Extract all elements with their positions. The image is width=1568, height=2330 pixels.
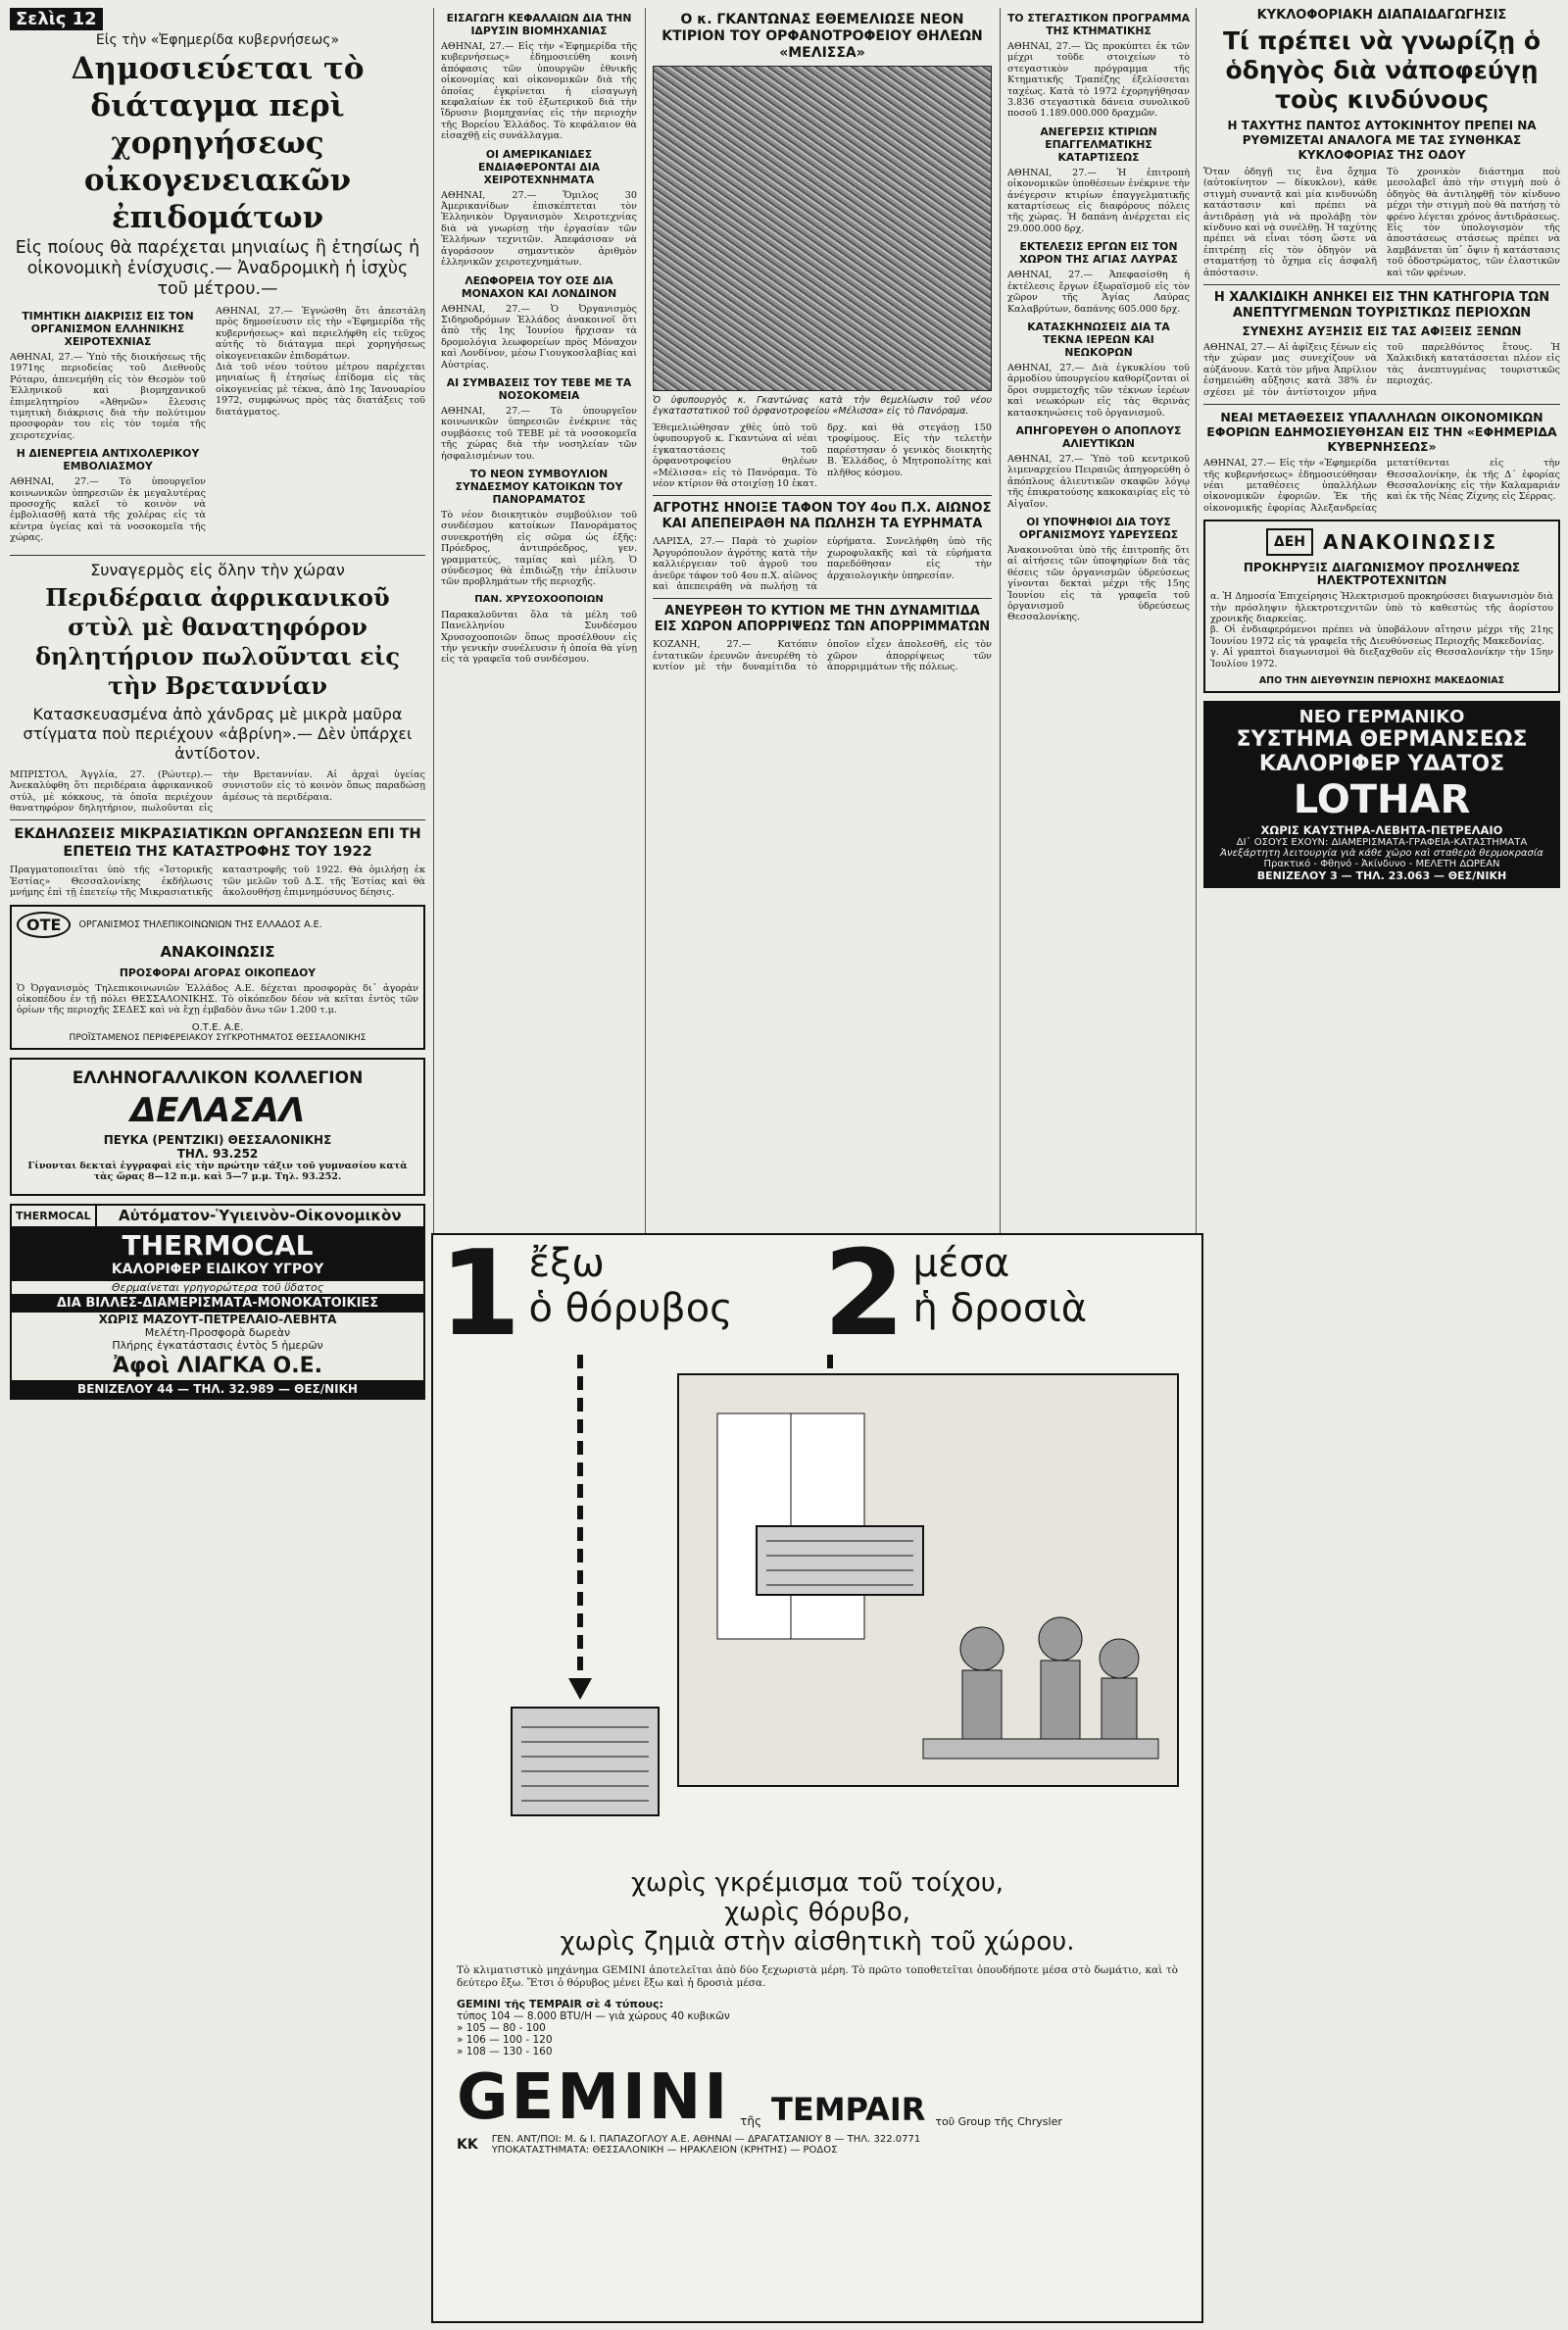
tempair-logo: TEMPAIR [771,2091,926,2128]
ad-footer: ΥΠΟΚΑΤΑΣΤΗΜΑΤΑ: ΘΕΣΣΑΛΟΝΙΚΗ — ΗΡΑΚΛΕΙΟΝ (ΚΡΗΤΗΣ) — ΡΟΔΟΣ [491,2145,838,2156]
section-heading: ΛΕΩΦΟΡΕΙΑ ΤΟΥ ΟΣΕ ΔΙΑ ΜΟΝΑΧΟΝ ΚΑΙ ΛΟΝΔΙΝΟΝ [461,273,617,300]
article-body: ΑΘΗΝΑΙ, 27.— Ἐγνώσθη ὅτι ἀπεστάλη πρὸς δημοσίευσιν εἰς τὴν «Ἐφημερίδα τῆς κυβερνήσεως» καὶ περιελήφθη εἰς τεῦχος αὐτῆς τὸ διάταγμα περὶ χορηγήσεως οἰκογενειακῶν ἐπιδομάτων. Διὰ τοῦ νέου τούτου μέτρου παρέχεται μηνιαίως ἢ ἐτησίως ἐπίδομα εἰς τὰς οἰκογενείας μὲ τέκνα, ἀπὸ 1ης Ἰανουαρίου 1972, συμφώνως πρὸς τὰς διατάξεις τοῦ διατάγματος. [216,306,425,418]
college-name: ΔΕΛΑΣΑΛ [129,1090,306,1130]
ad-footer: ΓΕΝ. ΑΝΤ/ΠΟΙ: Μ. & Ι. ΠΑΠΑΖΟΓΛΟΥ Α.Ε. ΑΘΗΝΑΙ — ΔΡΑΓΑΤΣΑΝΙΟΥ 8 — ΤΗΛ. 322.0771 [491,2134,921,2145]
gemini-ad [431,1233,1203,2323]
lothar-line: ΚΑΛΟΡΙΦΕΡ ΥΔΑΤΟΣ [1258,751,1505,776]
ad-table-row: » 108 — 130 - 160 [457,2046,553,2057]
lothar-tagline: ΧΩΡΙΣ ΚΑΥΣΤΗΡΑ-ΛΕΒΗΤΑ-ΠΕΤΡΕΛΑΙΟ [1260,822,1503,837]
story-deck: Κατασκευασμένα ἀπὸ χάνδρας μὲ μικρὰ μαῦρα στίγματα ποὺ περιέχουν «ἀβρίνη».— Δὲν ὑπάρχει ἀντίδοτον. [23,704,413,763]
article-body: ΑΘΗΝΑΙ, 27.— Ἀπεφασίσθη ἡ ἐκτέλεσις ἔργων ἐξωραϊσμοῦ εἰς τὸν χῶρον τῆς Ἁγίας Λαύρας Καλαβρύτων, δαπάνης 605.000 δρχ. [1007,270,1190,315]
thermocal-brand: THERMOCAL [122,1228,314,1262]
announcement-footer: ΑΠΟ ΤΗΝ ΔΙΕΥΘΥΝΣΙΝ ΠΕΡΙΟΧΗΣ ΜΑΚΕΔΟΝΙΑΣ [1258,674,1505,686]
step-text: ἔξω ὁ θόρυβος [528,1241,733,1331]
story-deck: Η ΤΑΧΥΤΗΣ ΠΑΝΤΟΣ ΑΥΤΟΚΙΝΗΤΟΥ ΠΡΕΠΕΙ ΝΑ ΡΥΘΜΙΖΕΤΑΙ ΑΝΑΛΟΓΑ ΜΕ ΤΑΣ ΣΥΝΘΗΚΑΣ ΚΥΚΛΟΦΟΡΙΑΣ ΤΗΣ ΟΔΟΥ [1227,119,1537,162]
section-heading: ΟΙ ΥΠΟΨΗΦΙΟΙ ΔΙΑ ΤΟΥΣ ΟΡΓΑΝΙΣΜΟΥΣ ΥΔΡΕΥΣΕΩΣ [1018,515,1179,541]
thermocal-line: Θερμαίνεται γρηγορώτερα τοῦ ὕδατος [111,1280,324,1294]
masthead [10,8,425,30]
section-heading: ΕΙΣΑΓΩΓΗ ΚΕΦΑΛΑΙΩΝ ΔΙΑ ΤΗΝ ΙΔΡΥΣΙΝ ΒΙΟΜΗΧΑΝΙΑΣ [446,12,632,37]
article-body: ΑΘΗΝΑΙ, 27.— Ὡς προκύπτει ἐκ τῶν μέχρι τοῦδε στοιχείων τὸ στεγαστικὸν πρόγραμμα τῆς Κτηματικῆς Τραπέζης ἐξελίσσεται ταχέως. Κατὰ τὸ 1972 ἐχορηγήθησαν 3.836 στεγαστικὰ δάνεια συνολικοῦ ποσοῦ 1.189.000.000 δραχμῶν. [1007,41,1190,120]
article-body: ΚΟΖΑΝΗ, 27.— Κατόπιν ἐντατικῶν ἐρευνῶν ἀνευρέθη τὸ κυτίον μὲ τὴν δυναμίτιδα τὸ ὁποῖον εἶχεν ἀπολεσθῆ, εἰς τὸν χῶρον ἀπορρίψεως τῶν ἀπορριμμάτων τῆς πόλεως. [653,639,992,673]
article-body: Ὅταν ὁδηγῇ τις ἕνα ὄχημα (αὐτοκίνητον — δίκυκλον), κάθε στιγμὴ συναντᾷ καὶ μία κινδυνώδη κατάστασιν καὶ πρέπει νὰ ἀντιδράσῃ γιὰ νὰ προλάβῃ τὸν κίνδυνο καὶ νὰ συνέλθῃ. Ἡ ταχύτης πρέπει νὰ εἶναι τόση ὥστε νὰ ἐπιτρέπῃ εἰς τὸν ὁδηγὸν νὰ σταματήσῃ τὸ ὄχημα εἰς ἀσφαλῆ ἀπόστασιν. Τὸ χρονικὸν διάστημα ποὺ μεσολαβεῖ ἀπὸ τὴν στιγμὴ ποὺ ὁ ὁδηγὸς θὰ ἀντιληφθῇ τὸν κίνδυνο μέχρι τὴν στιγμὴ ποὺ θὰ πατήσῃ τὸ φρένο λέγεται χρόνος ἀντιδράσεως. Εἰς τὸν ὑπολογισμὸν τῆς ἀποστάσεως στάσεως πρέπει νὰ λαμβάνεται ὑπ᾽ ὄψιν ἡ κατάστασις τοῦ ὁδοστρώματος, τῶν ἐλαστικῶν καὶ τῶν φρένων. [1203,167,1560,278]
announcement-footer: ΠΡΟΪΣΤΑΜΕΝΟΣ ΠΕΡΙΦΕΡΕΙΑΚΟΥ ΣΥΓΚΡΟΤΗΜΑΤΟΣ ΘΕΣΣΑΛΟΝΙΚΗΣ [69,1032,367,1043]
step-number: 2 [823,1233,906,1363]
story-deck: Εἰς ποίους θὰ παρέχεται μηνιαίως ἢ ἐτησίως ἡ οἰκονομικὴ ἐνίσχυσις.— Ἀναδρομικὴ ἡ ἰσχὺς τοῦ μέτρου.— [15,238,420,299]
step-text: μέσα ἡ δροσιὰ [912,1241,1088,1331]
thermocal-logo: THERMOCAL [12,1206,97,1226]
air-conditioner-illustration [433,1355,1198,1864]
lothar-line: ΔΙ᾽ ΟΣΟΥΣ ΕΧΟΥΝ: ΔΙΑΜΕΡΙΣΜΑΤΑ-ΓΡΑΦΕΙΑ-ΚΑΤΑΣΤΗΜΑΤΑ [1236,836,1528,848]
column-center [653,8,992,1223]
article-body: ΑΘΗΝΑΙ, 27.— Εἰς τὴν «Ἐφημερίδα τῆς κυβερνήσεως» ἐδημοσιεύθη κοινὴ ἀπόφασις τῶν ὑπουργῶν ἐθνικῆς οἰκονομίας καὶ οἰκονομικῶν διὰ τῆς ὁποίας ἐγκρίνεται ἡ εἰσαγωγὴ κεφαλαίων ἐκ τοῦ ἐξωτερικοῦ διὰ τὴν ἵδρυσιν βιομηχανίας εἰς τὴν περιοχὴν τῆς Βορείου Ἑλλάδος. Τὸ κεφάλαιον θὰ εἰσαχθῇ εἰς συνάλλαγμα. [441,41,637,142]
ad-table-row: τύπος 104 — 8.000 BTU/H — γιὰ χώρους 40 κυβικῶν [457,2010,730,2022]
lothar-line: Ἀνεξάρτητη λειτουργία γιὰ κάθε χῶρο καὶ σταθερὰ θερμοκρασία [1220,847,1544,859]
section-heading: ΑΙ ΣΥΜΒΑΣΕΙΣ ΤΟΥ ΤΕΒΕ ΜΕ ΤΑ ΝΟΣΟΚΟΜΕΙΑ [446,375,632,402]
ad-table-row: » 105 — 80 - 100 [457,2022,546,2034]
college-phone: ΤΗΛ. 93.252 [176,1146,259,1161]
announcement-signature: Ο.Τ.Ε. Α.Ε. [191,1021,244,1033]
photo-caption: Ὁ ὑφυπουργὸς κ. Γκαντώνας κατὰ τὴν θεμελίωσιν τοῦ νέου ἐγκαταστατικοῦ τοῦ ὀρφανοτροφείου «Μέλισσα» εἰς τὸ Πανόραμα. [653,395,992,417]
story-kicker: Εἰς τὴν «Ἐφημερίδα κυβερνήσεως» [95,32,340,48]
section-heading: ΤΙΜΗΤΙΚΗ ΔΙΑΚΡΙΣΙΣ ΕΙΣ ΤΟΝ ΟΡΓΑΝΙΣΜΟΝ ΕΛΛΗΝΙΚΗΣ ΧΕΙΡΟΤΕΧΝΙΑΣ [22,310,194,348]
section-heading: ΤΟ ΣΤΕΓΑΣΤΙΚΟΝ ΠΡΟΓΡΑΜΜΑ ΤΗΣ ΚΤΗΜΑΤΙΚΗΣ [1007,12,1190,37]
thermocal-ad [10,1204,425,1400]
article-body: Τὸ νέον διοικητικὸν συμβούλιον τοῦ συνδέσμου κατοίκων Πανοράματος συνεκροτήθη εἰς σῶμα ὡς ἑξῆς: Πρόεδρος, ἀντιπρόεδρος, γεν. γραμματεύς, ταμίας καὶ μέλη. Ὁ σύνδεσμος θὰ ἐπιδιώξῃ τὴν ἐπίλυσιν τῶν προβλημάτων τῆς περιοχῆς. [441,509,637,588]
step-number: 1 [439,1233,521,1363]
announcement-body: α. Ἡ Δημοσία Ἐπιχείρησις Ἠλεκτρισμοῦ προκηρύσσει διαγωνισμὸν διὰ τὴν πρόσληψιν ἠλεκτροτεχνιτῶν ὑπὸ τὸ καθεστὼς τῆς ἀορίστου χρονικῆς διαρκείας. β. Οἱ ἐνδιαφερόμενοι πρέπει νὰ ὑποβάλουν αἴτησιν μέχρι τῆς 21ης Ἰουνίου 1972 εἰς τὰ γραφεῖα τῆς Διευθύνσεως Περιοχῆς Μακεδονίας. γ. Αἱ γραπτοὶ διαγωνισμοὶ θὰ διεξαχθοῦν εἰς Θεσσαλονίκην τὴν 15ην Ἰουλίου 1972. [1210,591,1553,669]
college-address: ΠΕΥΚΑ (ΡΕΝΤΖΙΚΙ) ΘΕΣΣΑΛΟΝΙΚΗΣ [103,1132,332,1147]
page-number-label: Σελὶς 12 [10,8,103,30]
agency-mark: KK [457,2137,478,2153]
article-body: ΛΑΡΙΣΑ, 27.— Παρὰ τὸ χωρίον Ἀργυρόπουλον ἀγρότης κατὰ τὴν καλλιέργειαν τοῦ ἀγροῦ του ἀνεῦρε τάφον τοῦ 4ου π.Χ. αἰῶνος καὶ ἀπεπειράθη νὰ πωλήσῃ τὰ εὑρήματα. Συνελήφθη ὑπὸ τῆς χωροφυλακῆς καὶ τὰ εὑρήματα παρεδόθησαν εἰς τὴν ἀρχαιολογικὴν ὑπηρεσίαν. [653,536,992,593]
ad-body: Τὸ κλιματιστικὸ μηχάνημα GEMINI ἀποτελεῖται ἀπὸ δύο ξεχωριστὰ μέρη. Τὸ πρῶτο τοποθετεῖται ὁπουδήποτε μέσα στὸ δωμάτιο, καὶ τὸ δεύτερο ἔξω. Ἔτσι ὁ θόρυβος μένει ἔξω καὶ ἡ δροσιὰ μέσα. [457,1964,1178,1989]
section-subheading: ΣΥΝΕΧΗΣ ΑΥΞΗΣΙΣ ΕΙΣ ΤΑΣ ΑΦΙΞΕΙΣ ΞΕΝΩΝ [1242,324,1522,339]
lothar-address: ΒΕΝΙΖΕΛΟΥ 3 — ΤΗΛ. 23.063 — ΘΕΣ/ΝΙΚΗ [1256,868,1507,882]
thermocal-line: ΔΙΑ ΒΙΛΛΕΣ-ΔΙΑΜΕΡΙΣΜΑΤΑ-ΜΟΝΟΚΑΤΟΙΚΙΕΣ [12,1294,423,1313]
ote-logo: ΟΤΕ [17,912,71,938]
announcement-body: Ὁ Ὀργανισμὸς Τηλεπικοινωνιῶν Ἑλλάδος Α.Ε. δέχεται προσφορὰς δι᾽ ἀγορὰν οἰκοπέδου ἐν τῇ πόλει ΘΕΣΣΑΛΟΝΙΚΗΣ. Τὸ οἰκόπεδον δέον νὰ κεῖται ἐντὸς τῶν ὁρίων τῆς περιοχῆς ΣΕΔΕΣ καὶ νὰ ἔχῃ ἐμβαδὸν ἄνω τῶν 1.200 τ.μ. [17,982,418,1016]
article-body: Ἀνακοινοῦται ὑπὸ τῆς ἐπιτροπῆς ὅτι αἱ αἰτήσεις τῶν ὑποψηφίων διὰ τὰς θέσεις τῶν ὀργανισμῶν ὑδρεύσεως γίνονται δεκταὶ μέχρι τῆς 15ης Ἰουνίου εἰς τὰ γραφεῖα τοῦ ὀργανισμοῦ ὑδρεύσεως Θεσσαλονίκης. [1007,544,1190,623]
lothar-line: Πρακτικό - Φθηνό - Ἀκίνδυνο - ΜΕΛΕΤΗ ΔΩΡΕΑΝ [1263,858,1500,869]
article-body: ΑΘΗΝΑΙ, 27.— Διὰ ἐγκυκλίου τοῦ ἀρμοδίου ὑπουργείου καθορίζονται οἱ ὅροι συμμετοχῆς τῶν τέκνων ἱερέων καὶ νεωκόρων εἰς τὰς θερινὰς κατασκηνώσεις τοῦ ὀργανισμοῦ. [1007,362,1190,419]
lothar-line: ΝΕΟ ΓΕΡΜΑΝΙΚΟ [1298,706,1465,727]
column-left [10,8,425,2322]
section-heading: ΑΓΡΟΤΗΣ ΗΝΟΙΞΕ ΤΑΦΟΝ ΤΟΥ 4ου Π.Χ. ΑΙΩΝΟΣ ΚΑΙ ΑΠΕΠΕΙΡΑΘΗ ΝΑ ΠΩΛΗΣΗ ΤΑ ΕΥΡΗΜΑΤΑ [653,501,992,532]
section-heading: ΝΕΑΙ ΜΕΤΑΘΕΣΕΙΣ ΥΠΑΛΛΗΛΩΝ ΟΙΚΟΝΟΜΙΚΩΝ ΕΦΟΡΙΩΝ ΕΔΗΜΟΣΙΕΥΘΗΣΑΝ ΕΙΣ ΤΗΝ «ΕΦΗΜΕΡΙΔΑ ΚΥΒΕΡΝΗΣΕΩΣ» [1206,410,1557,455]
article-body: ΑΘΗΝΑΙ, 27.— Εἰς τὴν «Ἐφημερίδα τῆς κυβερνήσεως» ἐδημοσιεύθησαν νέαι μεταθέσεις ὑπαλλήλων οἰκονομικῶν ἐφοριῶν. Ἐκ τῆς οἰκονομικῆς ἐφορίας Ἀλεξανδρείας μετατίθενται εἰς τὴν Θεσσαλονίκην, ἐκ τῆς Δ΄ ἐφορίας Θεσσαλονίκης εἰς τὴν Καλαμαριάν καὶ ἐκ τῆς Νέας Ζίχνης εἰς Σέρρας. [1203,458,1560,514]
article-body: ΑΘΗΝΑΙ, 27.— Τὸ ὑπουργεῖον κοινωνικῶν ὑπηρεσιῶν ἐκ μεγαλυτέρας προσοχῆς καλεῖ τὸ κοινὸν νὰ ἐμβολιασθῇ κατὰ τῆς χολέρας εἰς τὰ κέντρα ὑγείας καὶ τὰ νοσοκομεῖα τῆς χώρας. [10,476,206,544]
section-heading: ΑΝΕΥΡΕΘΗ ΤΟ ΚΥΤΙΟΝ ΜΕ ΤΗΝ ΔΥΝΑΜΙΤΙΔΑ ΕΙΣ ΧΩΡΟΝ ΑΠΟΡΡΙΨΕΩΣ ΤΩΝ ΑΠΟΡΡΙΜΜΑΤΩΝ [654,604,991,635]
article-body: ΑΘΗΝΑΙ, 27.— Ὁ Ὀργανισμὸς Σιδηροδρόμων Ἑλλάδος ἀνακοινοῖ ὅτι ἀπὸ τῆς 1ης Ἰουνίου ἤρχισαν τὰ δρομολόγια λεωφορείων πρὸς Μόναχον καὶ Λονδίνον, μέσω Γιουγκοσλαβίας καὶ Αὐστρίας. [441,303,637,371]
section-heading: ΑΠΗΓΟΡΕΥΘΗ Ο ΑΠΟΠΛΟΥΣ ΑΛΙΕΥΤΙΚΩΝ [1015,423,1182,450]
event-photo [653,66,992,391]
article-body: Πραγματοποιεῖται ὑπὸ τῆς «Ἱστορικῆς Ἑστίας» Θεσσαλονίκης ἐκδήλωσις μνήμης ἐπὶ τῇ ἐπετείῳ τῆς Μικρασιατικῆς καταστροφῆς τοῦ 1922. Θὰ ὁμιλήσῃ ἐκ τῶν μελῶν τοῦ Δ.Σ. τῆς Ἑστίας καὶ θὰ ἀκολουθήσῃ ἐπιμνημόσυνος δέησις. [10,865,425,899]
maker-prefix: τῆς [740,2114,761,2128]
thermocal-type: ΚΑΛΟΡΙΦΕΡ ΕΙΔΙΚΟΥ ΥΓΡΟΥ [111,1261,324,1277]
org-name: ΟΡΓΑΝΙΣΜΟΣ ΤΗΛΕΠΙΚΟΙΝΩΝΙΩΝ ΤΗΣ ΕΛΛΑΔΟΣ Α.Ε. [78,918,322,930]
gemini-logo: GEMINI [457,2061,731,2134]
ad-slogan: χωρὶς γκρέμισμα τοῦ τοίχου, [630,1868,1004,1898]
thermocal-line: Μελέτη-Προσφορὰ δωρεὰν [144,1325,291,1339]
announcement-title: ΑΝΑΚΟΙΝΩΣΙΣ [1322,530,1498,555]
lothar-line: ΣΥΣΤΗΜΑ ΘΕΡΜΑΝΣΕΩΣ [1236,726,1528,752]
article-body: ΑΘΗΝΑΙ, 27.— Αἱ ἀφίξεις ξένων εἰς τὴν χώραν μας συνεχίζουν νὰ αὐξάνουν. Κατὰ τὸν μῆνα Ἀπρίλιον ἐσημειώθη αὔξησις κατὰ 38% ἐν σχέσει μὲ τὸν ἀντίστοιχον μῆνα τοῦ παρελθόντος ἔτους. Ἡ Χαλκιδικὴ κατατάσσεται πλέον εἰς τὰς ἀνεπτυγμένας τουριστικῶς περιοχάς. [1203,342,1560,398]
section-heading: Η ΧΑΛΚΙΔΙΚΗ ΑΝΗΚΕΙ ΕΙΣ ΤΗΝ ΚΑΤΗΓΟΡΙΑ ΤΩΝ ΑΝΕΠΤΥΓΜΕΝΩΝ ΤΟΥΡΙΣΤΙΚΩΣ ΠΕΡΙΟΧΩΝ [1213,290,1550,322]
deh-logo: ΔΕΗ [1266,528,1313,556]
section-heading: ΕΚΔΗΛΩΣΕΙΣ ΜΙΚΡΑΣΙΑΤΙΚΩΝ ΟΡΓΑΝΩΣΕΩΝ ΕΠΙ ΤΗ ΕΠΕΤΕΙΩ ΤΗΣ ΚΑΤΑΣΤΡΟΦΗΣ ΤΟΥ 1922 [14,826,421,861]
article-body: ΑΘΗΝΑΙ, 27.— Ὅμιλος 30 Ἀμερικανίδων ἐπισκέπτεται τὸν Ἑλληνικὸν Ὀργανισμὸν Χειροτεχνίας διὰ νὰ γνωρίσῃ τὴν ἐργασίαν τῶν Ἑλλήνων τεχνιτῶν. Ἀπεφάσισαν νὰ ἀγοράσουν σημαντικὸν ἀριθμὸν ἑλληνικῶν χειροτεχνημάτων. [441,189,637,269]
article-body: ΜΠΡΙΣΤΟΛ, Ἀγγλία, 27. (Ρώυτερ).— Ἀνεκαλύφθη ὅτι περιδέραια ἀφρικανικοῦ στύλ, μὲ κόκκους, τὰ ὁποῖα περιέχουν θανατηφόρον δηλητήριον, πωλοῦνται εἰς τὴν Βρεταννίαν. Αἱ ἀρχαὶ ὑγείας συνιστοῦν εἰς τὸ κοινὸν ὅπως παραδώσῃ ἀμέσως τὰ περιδέραια. [10,768,425,814]
story-kicker: ΚΥΚΛΟΦΟΡΙΑΚΗ ΔΙΑΠΑΙΔΑΓΩΓΗΣΙΣ [1256,8,1507,23]
section-heading: ΑΝΕΓΕΡΣΙΣ ΚΤΙΡΙΩΝ ΕΠΑΓΓΕΛΜΑΤΙΚΗΣ ΚΑΤΑΡΤΙΣΕΩΣ [1040,124,1157,164]
section-heading: ΠΑΝ. ΧΡΥΣΟΧΟΟΠΟΙΩΝ [474,593,604,605]
deh-announcement [1203,520,1560,693]
announcement-title: ΑΝΑΚΟΙΝΩΣΙΣ [160,942,275,961]
lothar-ad [1203,701,1560,888]
announcement-subtitle: ΠΡΟΚΗΡΥΞΙΣ ΔΙΑΓΩΝΙΣΜΟΥ ΠΡΟΣΛΗΨΕΩΣ ΗΛΕΚΤΡΟΤΕΧΝΙΤΩΝ [1243,561,1521,588]
headline: Ο κ. ΓΚΑΝΤΩΝΑΣ ΕΘΕΜΕΛΙΩΣΕ ΝΕΟΝ ΚΤΙΡΙΟΝ ΤΟΥ ΟΡΦΑΝΟΤΡΟΦΕΙΟΥ ΘΗΛΕΩΝ «ΜΕΛΙΣΣΑ» [662,12,983,61]
thermocal-line: ΧΩΡΙΣ ΜΑΖΟΥΤ-ΠΕΤΡΕΛΑΙΟ-ΛΕΒΗΤΑ [98,1312,337,1326]
article-body: ΑΘΗΝΑΙ, 27.— Ὑπὸ τοῦ κεντρικοῦ λιμεναρχείου Πειραιῶς ἀπηγορεύθη ὁ ἀπόπλους ἀλιευτικῶν σκαφῶν λόγῳ τῆς ἐπικρατούσης κακοκαιρίας εἰς τὸ Αἰγαῖον. [1007,453,1190,510]
ote-announcement [10,905,425,1050]
ad-table-title: GEMINI τῆς TEMPAIR σὲ 4 τύπους: [457,1998,663,2010]
ad-slogan: χωρὶς ζημιὰ στὴν αἰσθητικὴ τοῦ χώρου. [560,1927,1075,1957]
maker-group: τοῦ Group τῆς Chrysler [935,2115,1062,2128]
thermocal-tagline: Αὐτόματον-Ὑγιεινὸν-Οἰκονομικὸν [118,1207,402,1225]
headline: Δημοσιεύεται τὸ διάταγμα περὶ χορηγήσεως οἰκογενειακῶν ἐπιδομάτων [71,51,365,235]
column-right [1203,8,1560,2322]
section-heading: ΕΚΤΕΛΕΣΙΣ ΕΡΓΩΝ ΕΙΣ ΤΟΝ ΧΩΡΟΝ ΤΗΣ ΑΓΙΑΣ ΛΑΥΡΑΣ [1019,240,1178,267]
ad-table-row: » 106 — 100 - 120 [457,2034,553,2046]
thermocal-dealer: Ἀφοὶ ΛΙΑΓΚΑ Ο.Ε. [112,1353,323,1378]
lothar-brand: LOTHAR [1293,776,1471,822]
ad-slogan: χωρὶς θόρυβο, [724,1898,910,1927]
article-body: ΑΘΗΝΑΙ, 27.— Ὑπὸ τῆς διοικήσεως τῆς 1971ης περιοδείας τοῦ Διεθνοῦς Ρόταρυ, ἀπενεμήθη εἰς τὸν Θεσμὸν τοῦ Ἑλληνικοῦ καὶ βιομηχανικοῦ ἐπιμελητηρίου «Ἀθηνῶν» ἔλευσις τιμητικὴ διάκρισις διὰ τὴν πολύτιμον προσφορὰν του εἰς τὸν τομέα τῆς χειροτεχνίας. [10,352,206,441]
article-body: Παρακαλοῦνται ὅλα τὰ μέλη τοῦ Πανελληνίου Συνδέσμου Χρυσοχοοποιῶν ὅπως προσέλθουν εἰς τὴν γενικὴν συνέλευσιν ἡ ὁποία θὰ γίνῃ εἰς τὰ γραφεῖα τοῦ συνδέσμου. [441,609,637,666]
article-body: Ἐθεμελιώθησαν χθὲς ὑπὸ τοῦ ὑφυπουργοῦ κ. Γκαντώνα αἱ νέαι ἐγκαταστάσεις τοῦ ὀρφανοτροφείου θηλέων «Μέλισσα» εἰς τὸ Πανόραμα. Τὸ νέον κτίριον θὰ στοιχίσῃ 10 ἑκατ. δρχ. καὶ θὰ στεγάσῃ 150 τροφίμους. Εἰς τὴν τελετὴν παρέστησαν ὁ γενικὸς διοικητὴς Β. Ἑλλάδος, ὁ Μητροπολίτης καὶ πλῆθος κόσμου. [653,422,992,490]
article-body: ΑΘΗΝΑΙ, 27.— Ἡ ἐπιτροπὴ οἰκονομικῶν ὑποθέσεων ἐνέκρινε τὴν ἀνέγερσιν κτιρίων ἐπαγγελματικῆς καταρτίσεως εἰς διαφόρους πόλεις τῆς χώρας. Ἡ δαπάνη ἀνέρχεται εἰς 29.000.000 δρχ. [1007,167,1190,234]
section-heading: ΟΙ ΑΜΕΡΙΚΑΝΙΔΕΣ ΕΝΔΙΑΦΕΡΟΝΤΑΙ ΔΙΑ ΧΕΙΡΟΤΕΧΝΗΜΑΤΑ [477,147,601,186]
column-d [1007,8,1190,1233]
section-heading: ΚΑΤΑΣΚΗΝΩΣΕΙΣ ΔΙΑ ΤΑ ΤΕΚΝΑ ΙΕΡΕΩΝ ΚΑΙ ΝΕΩΚΟΡΩΝ [1027,320,1170,359]
article-body: ΑΘΗΝΑΙ, 27.— Τὸ ὑπουργεῖον κοινωνικῶν ὑπηρεσιῶν ἐνέκρινε τὰς συμβάσεις τοῦ ΤΕΒΕ μὲ τὰ νοσοκομεῖα τῆς χώρας διὰ τὴν νοσηλείαν τῶν ἠσφαλισμένων του. [441,405,637,462]
story-kicker: Συναγερμὸς εἰς ὅλην τὴν χώραν [90,560,345,579]
thermocal-address: ΒΕΝΙΖΕΛΟΥ 44 — ΤΗΛ. 32.989 — ΘΕΣ/ΝΙΚΗ [12,1380,423,1398]
college-body: Γίνονται δεκταὶ ἐγγραφαὶ εἰς τὴν πρώτην τάξιν τοῦ γυμνασίου κατὰ τὰς ὥρας 8—12 π.μ. καὶ 5—7 μ.μ. Τηλ. 93.252. [27,1160,408,1183]
section-heading: ΤΟ ΝΕΟΝ ΣΥΜΒΟΥΛΙΟΝ ΣΥΝΔΕΣΜΟΥ ΚΑΤΟΙΚΩΝ ΤΟΥ ΠΑΝΟΡΑΜΑΤΟΣ [455,467,623,506]
college-ad [10,1058,425,1196]
headline: Περιδέραια ἀφρικανικοῦ στὺλ μὲ θανατηφόρον δηλητήριον πωλοῦνται εἰς τὴν Βρεταννίαν [35,582,400,700]
college-title: ΕΛΛΗΝΟΓΑΛΛΙΚΟΝ ΚΟΛΛΕΓΙΟΝ [72,1067,364,1088]
thermocal-line: Πλήρης ἐγκατάστασις ἐντὸς 5 ἡμερῶν [112,1338,323,1352]
section-heading: Η ΔΙΕΝΕΡΓΕΙΑ ΑΝΤΙΧΟΛΕΡΙΚΟΥ ΕΜΒΟΛΙΑΣΜΟΥ [16,447,200,473]
announcement-subtitle: ΠΡΟΣΦΟΡΑΙ ΑΓΟΡΑΣ ΟΙΚΟΠΕΔΟΥ [119,966,317,979]
headline: Τί πρέπει νὰ γνωρίζῃ ὁ ὁδηγὸς διὰ νἀποφεύγῃ τοὺς κινδύνους [1223,26,1541,114]
